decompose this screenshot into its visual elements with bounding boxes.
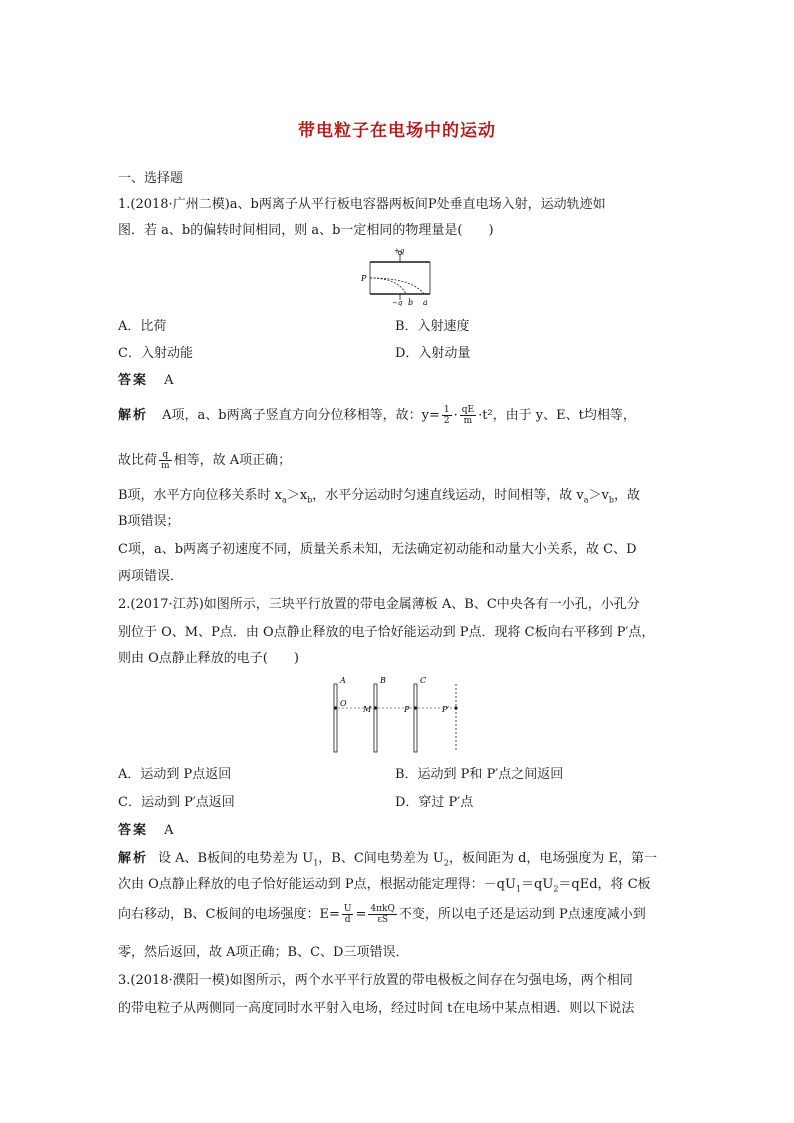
q2-label-a: A	[340, 676, 346, 685]
q1-b-text-1: B项，水平方向位移关系时 x	[118, 488, 283, 503]
q1-analysis-line-2	[118, 449, 291, 473]
q2-plates-figure	[326, 672, 466, 756]
q1-analysis-line-5: C项，a、b两离子初速度不同，质量关系未知，无法确定初动能和动量大小关系，故 C、D	[118, 542, 637, 557]
q2-a-sub-2: 2	[443, 858, 449, 868]
q2-a-text-3: ，板间距为 d，电场强度为 E，第一	[448, 851, 658, 866]
q1-b-text-3: ，水平分运动时匀速直线运动，时间相等，故 v	[312, 488, 584, 503]
q1-dot: ·	[453, 408, 458, 423]
q1-label-minus-q: −q	[392, 299, 403, 306]
q1-ratio-pre: 故比荷	[118, 453, 158, 468]
q2-fraction-d-den: d	[344, 915, 351, 925]
q2-option-c: C．运动到 P′点返回	[118, 795, 235, 810]
q1-sub-4: b	[608, 495, 615, 505]
q1-option-b: B．入射速度	[395, 319, 470, 334]
q2-label-b: B	[380, 676, 386, 685]
q2-stem-line-3: 则由 O点静止释放的电子( )	[118, 651, 299, 666]
q1-stem-line-1: 1.(2018·广州二模)a、b两离子从平行板电容器两板间P处垂直电场入射，运动轨迹如	[118, 197, 606, 212]
q1-answer-label: 答案	[118, 373, 149, 388]
q2-plate-b	[374, 684, 377, 752]
q2-hole-m	[374, 706, 377, 709]
q2-fraction-u-d	[342, 904, 354, 925]
q2-b-sub-2: 2	[553, 884, 559, 894]
q3-stem-line-2: 的带电粒子从两侧同一高度同时水平射入电场，经过时间 t在电场中某点相遇．则以下说法	[118, 1001, 635, 1016]
q1-b-text-4: ＞v	[588, 488, 609, 503]
q2-option-b: B．运动到 P和 P′点之间返回	[395, 767, 564, 782]
q1-sub-1: a	[282, 495, 287, 505]
q1-b-text-5: ，故	[614, 488, 641, 503]
page-title: 带电粒子在电场中的运动	[298, 121, 496, 141]
q1-analysis-label: 解析	[118, 408, 149, 423]
q1-b-text-2: ＞x	[286, 488, 308, 503]
q2-option-d: D．穿过 P′点	[395, 795, 474, 810]
q2-hole-o	[334, 706, 337, 709]
q2-answer-label: 答案	[118, 823, 149, 838]
q1-fraction-half-num: 1	[443, 405, 450, 415]
q2-label-p-prime: P′	[442, 705, 450, 714]
q1-label-b: b	[408, 298, 414, 306]
q1-analysis-text-tail: ·t²，由于 y、E、t均相等，	[478, 408, 636, 423]
q2-stem-line-2: 别位于 O、M、P点．由 O点静止释放的电子恰好能运动到 P点．现将 C板向右平移到 P′点，	[118, 625, 655, 640]
q1-capacitor-figure	[358, 244, 438, 306]
q1-fraction-half-den: 2	[443, 416, 450, 426]
q2-analysis-label: 解析	[118, 851, 149, 866]
q2-answer	[118, 822, 174, 840]
q1-sub-2: b	[307, 495, 313, 505]
q1-label-a: a	[423, 298, 428, 306]
q2-hole-p	[414, 706, 417, 709]
q1-analysis-line-3	[118, 487, 640, 510]
q2-fraction-u-num: U	[343, 904, 352, 914]
q2-a-text-1: 设 A、B板间的电势差为 U	[158, 851, 314, 866]
q1-answer-value: A	[164, 373, 174, 388]
q1-analysis-line-6: 两项错误．	[118, 569, 184, 584]
q2-b-text-3: ＝qEd，将 C板	[558, 877, 651, 892]
q2-b-sub-1: 1	[515, 884, 522, 894]
q2-label-c: C	[420, 676, 427, 685]
q2-field-post: 不变，所以电子还是运动到 P点速度减小到	[398, 907, 646, 922]
q2-stem-line-1: 2.(2017·江苏)如图所示，三块平行放置的带电金属薄板 A、B、C中央各有一小孔，小孔分	[118, 597, 640, 612]
q2-a-sub-1: 1	[313, 858, 319, 868]
q1-trajectory-a	[370, 278, 424, 294]
q1-option-d: D．入射动量	[395, 346, 471, 361]
q3-stem-line-1: 3.(2018·濮阳一模)如图所示，两个水平平行放置的带电极板之间存在匀强电场，两个相同	[118, 973, 633, 988]
q2-label-m: M	[363, 705, 372, 714]
q1-fraction-q-den: m	[161, 461, 170, 471]
q1-fraction-q-m	[159, 450, 172, 471]
q2-equals: =	[355, 907, 367, 922]
q2-fraction-kq-den: εS	[377, 915, 389, 925]
q1-fraction-qe-den: m	[463, 416, 473, 426]
q2-fraction-kq	[368, 904, 396, 925]
q2-a-text-2: ，B、C间电势差为 U	[318, 851, 444, 866]
q1-fraction-q-num: q	[159, 450, 172, 461]
q2-label-p: P	[404, 705, 410, 714]
q2-fraction-kq-num: 4πkQ	[370, 904, 395, 914]
q1-option-a: A．比荷	[118, 319, 167, 334]
q1-trajectory-b	[370, 278, 406, 294]
q1-ratio-post: 相等，故 A项正确；	[173, 453, 292, 468]
q1-label-plus-q: +q	[394, 247, 405, 255]
q2-analysis-line-1	[118, 850, 657, 873]
q1-analysis-line-4: B项错误；	[118, 514, 180, 529]
q2-field-pre: 向右移动，B、C板间的电场强度：E=	[118, 907, 340, 922]
q2-option-a: A．运动到 P点返回	[118, 767, 232, 782]
q1-sub-3: a	[583, 495, 589, 505]
q2-label-o: O	[340, 699, 347, 708]
q2-analysis-line-2	[118, 876, 651, 899]
q1-label-p: P	[361, 274, 367, 283]
q1-option-c: C．入射动能	[118, 346, 193, 361]
q1-analysis-text: A项，a、b两离子竖直方向分位移相等，故：y=	[162, 408, 440, 423]
q1-stem-line-2: 图．若 a、b的偏转时间相同，则 a、b一定相同的物理量是( )	[118, 223, 494, 238]
q2-answer-value: A	[164, 823, 174, 838]
q1-analysis-line-1	[118, 403, 636, 429]
q2-plate-a	[334, 684, 337, 752]
section-heading: 一、选择题	[118, 171, 184, 186]
q1-answer	[118, 372, 174, 390]
q1-fraction-qe-num: qE	[461, 405, 475, 415]
q2-point-p-prime	[454, 706, 457, 709]
q1-fraction-half	[442, 405, 452, 426]
q2-b-text-2: ＝qU	[521, 877, 554, 892]
q2-analysis-line-3	[118, 902, 646, 928]
q1-fraction-qe-m	[460, 405, 476, 426]
q2-analysis-line-4: 零，然后返回，故 A项正确；B、C、D三项错误．	[118, 945, 409, 960]
q2-plate-c	[414, 684, 417, 752]
q2-b-text-1: 次由 O点静止释放的电子恰好能运动到 P点，根据动能定理得：－qU	[118, 877, 516, 892]
